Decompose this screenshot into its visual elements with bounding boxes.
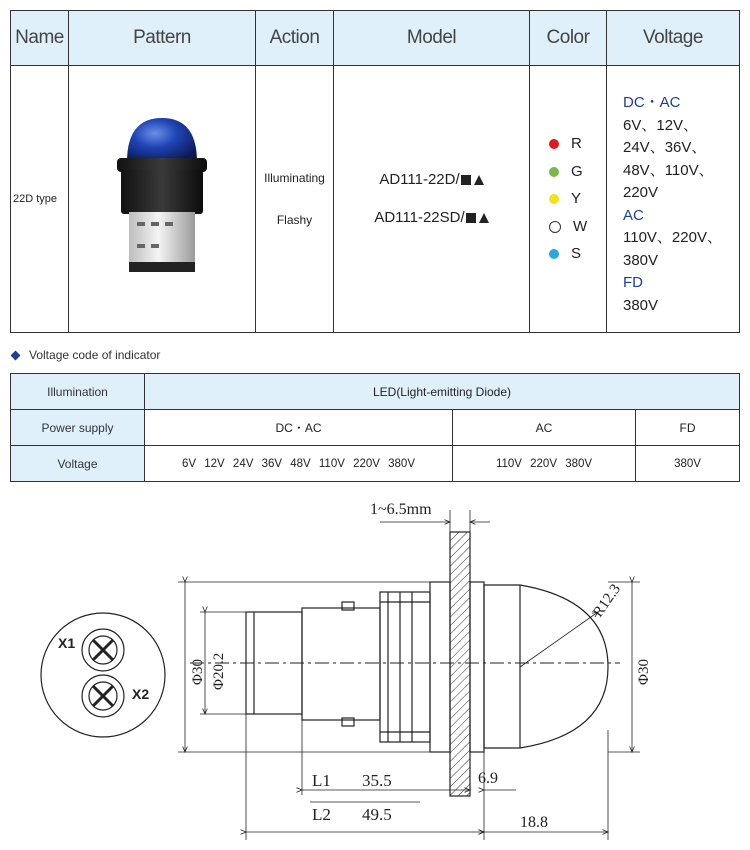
voltage-line: 6V、12V、: [623, 116, 699, 134]
header-model: Model: [334, 11, 530, 66]
indicator-lamp-image: [107, 112, 217, 282]
action-illuminating: Illuminating: [264, 171, 325, 185]
table-row: [11, 446, 740, 482]
product-actions: [256, 66, 334, 333]
table-row: [11, 66, 740, 333]
terminal-x1-label: X1: [58, 635, 76, 651]
diamond-bullet-icon: [11, 350, 21, 360]
header-color: Color: [530, 11, 607, 66]
header-action: Action: [256, 11, 334, 66]
header-name: Name: [11, 11, 69, 66]
header-voltage: Voltage: [607, 11, 740, 66]
voltage-line: 24V、36V、: [623, 139, 707, 156]
voltage-ac-title: AC: [623, 206, 644, 224]
lens-length-label: 18.8: [520, 814, 548, 831]
voltage-line: 220V: [623, 184, 659, 201]
illumination-label: Illumination: [11, 374, 145, 410]
inner-diameter-label: Φ20.2: [211, 652, 227, 690]
color-item-green: G: [549, 158, 605, 186]
lens-diameter-label: Φ30: [636, 659, 652, 685]
voltage-fd-title: FD: [623, 274, 643, 291]
model-code: AD111-22SD/: [374, 209, 465, 226]
product-models: [334, 66, 530, 333]
lens-dome: [484, 585, 608, 748]
triangle-icon: [474, 175, 484, 185]
product-table-header: [11, 11, 740, 66]
voltage-fd: 380V: [636, 446, 740, 482]
voltage-line: 380V: [623, 296, 659, 314]
voltage-line: 48V、110V、: [623, 161, 714, 179]
color-item-red: R: [549, 130, 605, 158]
color-item-yellow: Y: [549, 185, 605, 213]
yellow-dot-icon: [549, 194, 559, 204]
voltage-line: 110V、220V、: [623, 229, 722, 246]
mounting-panel: [450, 532, 470, 796]
white-dot-icon: [549, 221, 561, 233]
power-fd: FD: [636, 410, 740, 446]
square-icon: [461, 175, 471, 185]
l1-label: L1: [312, 771, 331, 790]
power-dcac: DC・AC: [145, 410, 453, 446]
l1-value: 35.5: [362, 771, 392, 790]
product-voltage: [607, 66, 740, 333]
radius-label: R12.3: [590, 581, 625, 621]
lens-offset-label: 6.9: [478, 770, 498, 787]
l2-value: 49.5: [362, 805, 392, 824]
product-colors: [530, 66, 607, 333]
header-pattern: Pattern: [69, 11, 256, 66]
voltage-dcac: 6V 12V 24V 36V 48V 110V 220V 380V: [145, 446, 453, 482]
product-pattern: [69, 66, 256, 333]
model-code: AD111-22D/: [379, 171, 460, 188]
green-dot-icon: [549, 167, 559, 177]
voltage-line: 380V: [623, 251, 659, 269]
triangle-icon: [479, 213, 489, 223]
illumination-value: LED(Light-emitting Diode): [145, 374, 740, 410]
voltage-label: Voltage: [11, 446, 145, 482]
section-title-text: Voltage code of indicator: [29, 348, 161, 362]
panel-thickness-label: 1~6.5mm: [370, 501, 432, 518]
table-row: [11, 374, 740, 410]
color-item-sky: S: [549, 240, 605, 268]
power-ac: AC: [453, 410, 636, 446]
table-row: [11, 410, 740, 446]
action-flashy: Flashy: [276, 213, 313, 227]
sky-dot-icon: [549, 249, 559, 259]
product-table: [10, 10, 740, 333]
section-title: [12, 348, 160, 362]
model-item: [335, 205, 528, 231]
dimension-drawing: [0, 490, 750, 850]
body-diameter-label: Φ30: [190, 659, 206, 685]
voltage-dcac-title: DC・AC: [623, 94, 681, 111]
square-icon: [466, 213, 476, 223]
model-item: [335, 167, 528, 193]
color-list: [549, 130, 605, 268]
voltage-code-table: [10, 373, 740, 482]
color-item-white: W: [549, 213, 605, 241]
terminal-x2-label: X2: [132, 686, 150, 702]
bezel: [430, 582, 450, 752]
product-name: 22D type: [11, 66, 69, 333]
l2-label: L2: [312, 805, 331, 824]
voltage-ac: 110V 220V 380V: [453, 446, 636, 482]
red-dot-icon: [549, 139, 559, 149]
power-supply-label: Power supply: [11, 410, 145, 446]
